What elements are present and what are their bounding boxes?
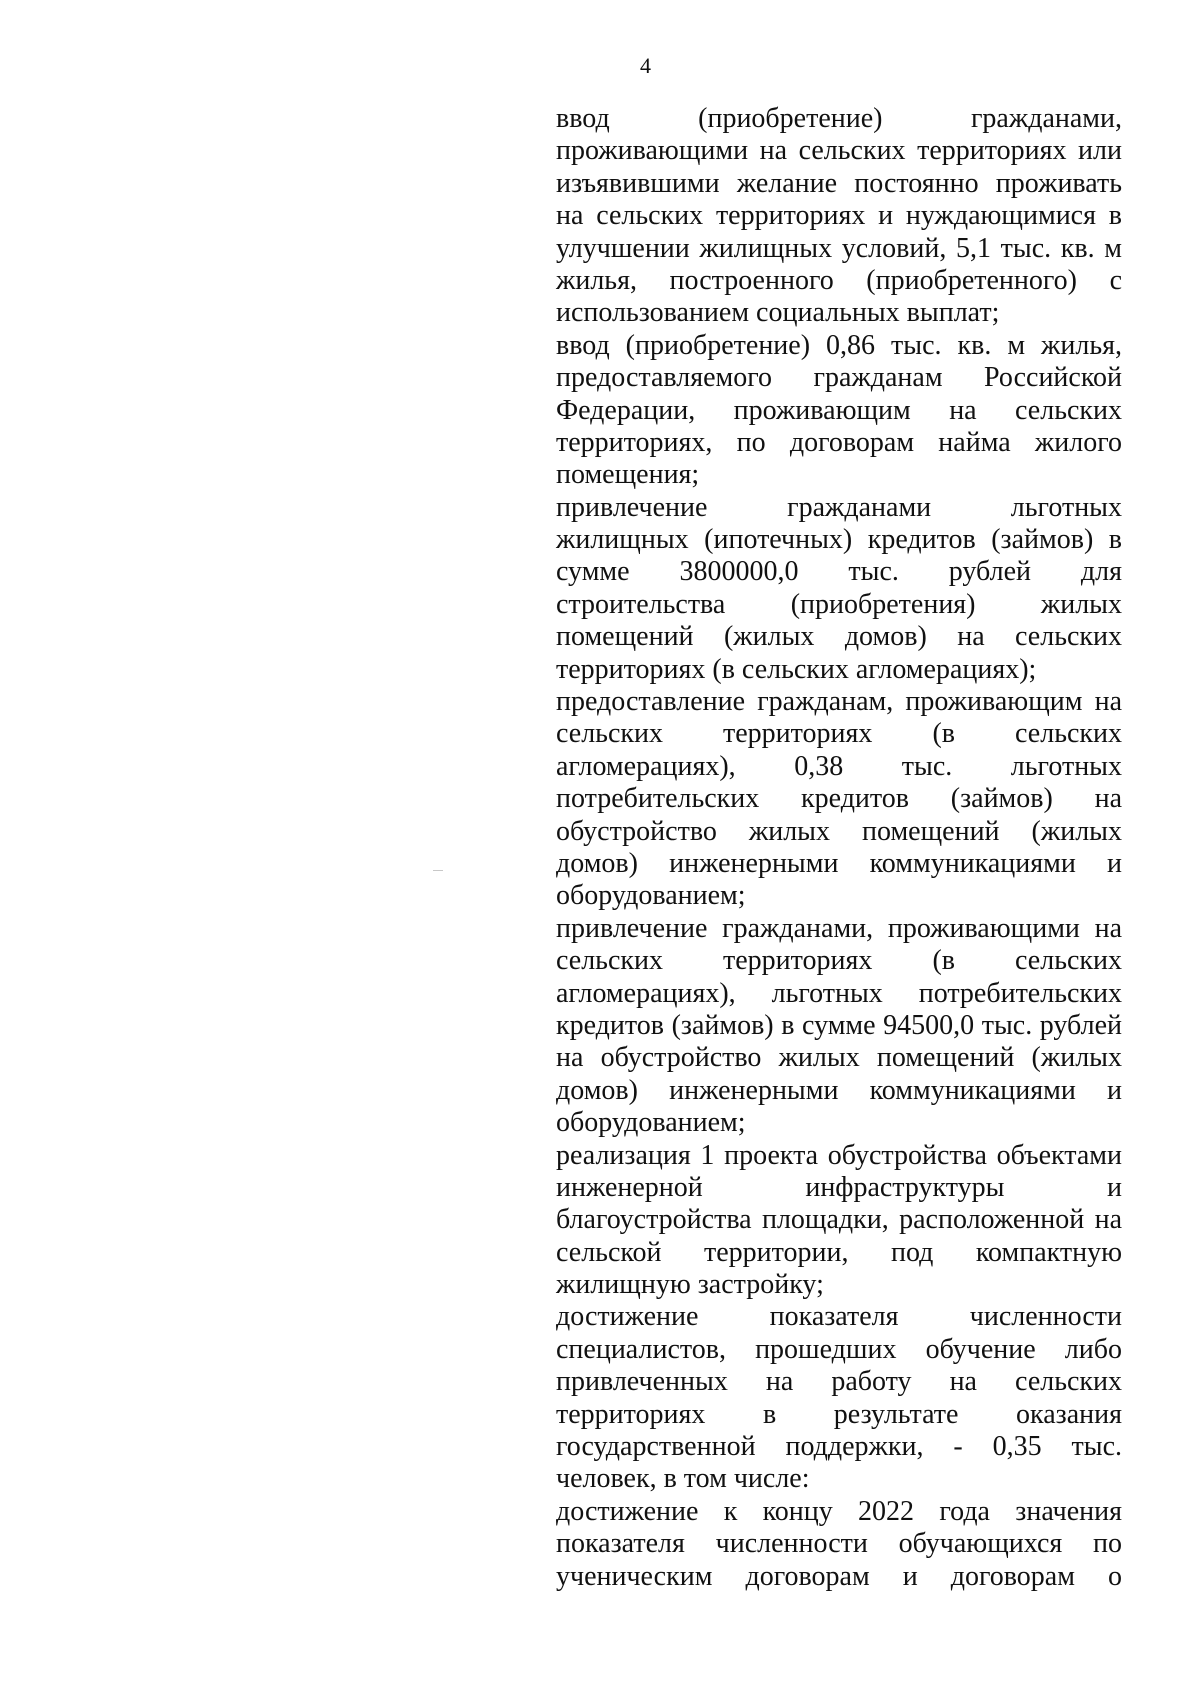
text-line: кредитов (займов) в сумме 94500,0 тыс. рублей <box>556 1009 1122 1041</box>
text-line: жилищную застройку; <box>556 1269 824 1301</box>
text-line: оборудованием; <box>556 1107 746 1139</box>
text-line: территориях, по договорам найма жилого <box>556 426 1122 458</box>
text-line: изъявившими желание постоянно проживать <box>556 167 1122 199</box>
text-line: потребительских кредитов (займов) на <box>556 783 1122 815</box>
text-line: инженерной инфраструктуры и <box>556 1171 1122 1203</box>
document-text-column <box>556 103 1122 1593</box>
text-line: Федерации, проживающим на сельских <box>556 394 1122 426</box>
text-line: агломерациях), льготных потребительских <box>556 977 1122 1009</box>
text-line: ученическим договорам и договорам о <box>556 1560 1122 1592</box>
text-line: жилищных (ипотечных) кредитов (займов) в <box>556 524 1122 556</box>
text-line: сельских территориях (в сельских <box>556 718 1122 750</box>
text-line: оборудованием; <box>556 880 746 912</box>
text-line: показателя численности обучающихся по <box>556 1528 1122 1560</box>
text-line: достижение к концу 2022 года значения <box>556 1495 1122 1527</box>
text-line: сумме 3800000,0 тыс. рублей для <box>556 556 1122 588</box>
text-line: использованием социальных выплат; <box>556 297 1000 329</box>
text-line: агломерациях), 0,38 тыс. льготных <box>556 750 1122 782</box>
scan-artifact-line <box>433 870 443 871</box>
text-line: улучшении жилищных условий, 5,1 тыс. кв. м <box>556 232 1122 264</box>
text-line: реализация 1 проекта обустройства объектами <box>556 1139 1122 1171</box>
text-line: сельской территории, под компактную <box>556 1236 1122 1268</box>
text-line: домов) инженерными коммуникациями и <box>556 847 1122 879</box>
text-line: специалистов, прошедших обучение либо <box>556 1333 1122 1365</box>
text-line: ввод (приобретение) гражданами, <box>556 103 1122 134</box>
text-line: привлеченных на работу на сельских <box>556 1366 1122 1398</box>
text-line: ввод (приобретение) 0,86 тыс. кв. м жилья, <box>556 329 1122 361</box>
text-line: на обустройство жилых помещений (жилых <box>556 1042 1122 1074</box>
text-line: на сельских территориях и нуждающимися в <box>556 200 1122 232</box>
text-line: территориях (в сельских агломерациях); <box>556 653 1037 685</box>
text-line: привлечение гражданами, проживающими на <box>556 912 1122 944</box>
text-line: жилья, построенного (приобретенного) с <box>556 264 1122 296</box>
text-line: обустройство жилых помещений (жилых <box>556 815 1122 847</box>
text-line: строительства (приобретения) жилых <box>556 588 1122 620</box>
page-number: 4 <box>640 53 651 78</box>
text-line: привлечение гражданами льготных <box>556 491 1122 523</box>
text-line: помещения; <box>556 459 700 491</box>
text-line: благоустройства площадки, расположенной на <box>556 1204 1122 1236</box>
text-line: домов) инженерными коммуникациями и <box>556 1074 1122 1106</box>
text-line: достижение показателя численности <box>556 1301 1122 1333</box>
text-line: проживающими на сельских территориях или <box>556 135 1122 167</box>
text-line: человек, в том числе: <box>556 1463 810 1495</box>
text-line: предоставляемого гражданам Российской <box>556 362 1122 394</box>
text-line: государственной поддержки, - 0,35 тыс. <box>556 1431 1122 1463</box>
text-line: предоставление гражданам, проживающим на <box>556 686 1122 718</box>
text-line: территориях в результате оказания <box>556 1398 1122 1430</box>
text-line: сельских территориях (в сельских <box>556 945 1122 977</box>
text-line: помещений (жилых домов) на сельских <box>556 621 1122 653</box>
